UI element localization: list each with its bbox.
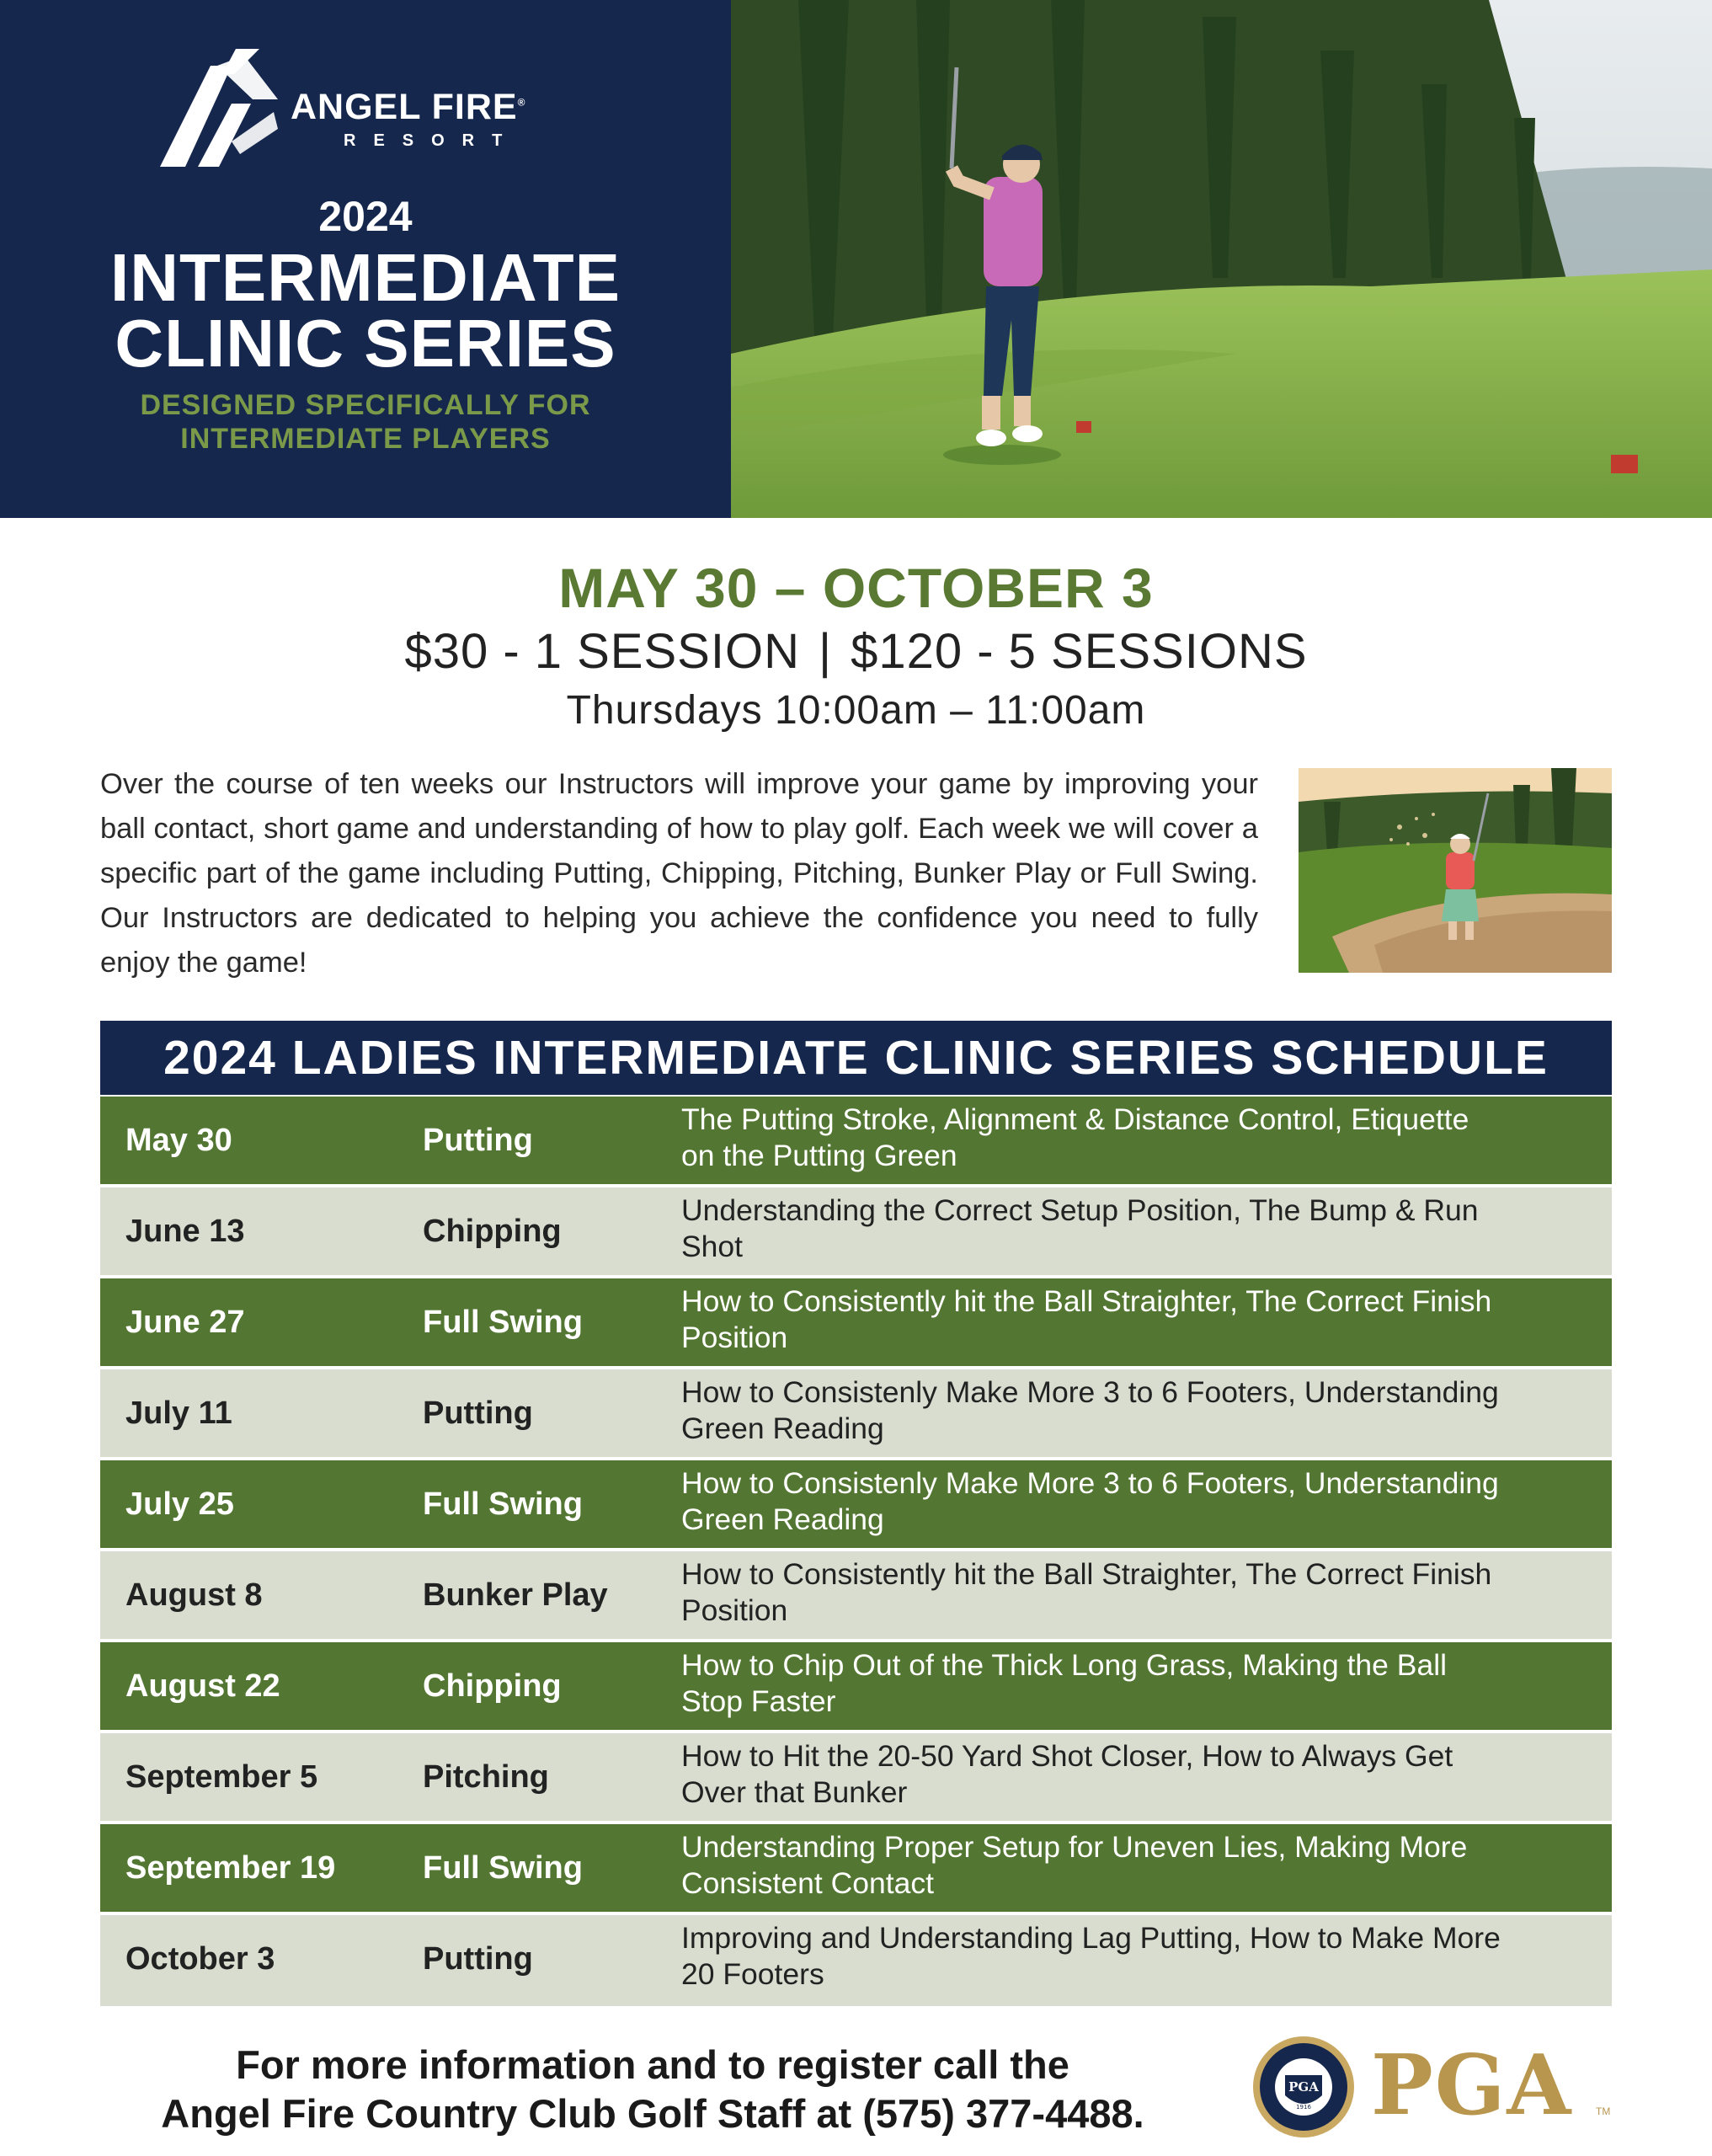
row-description: How to Consistently hit the Ball Straighter, The Correct Finish Position (681, 1557, 1492, 1627)
row-date: June 27 (125, 1305, 245, 1340)
angel-fire-logo-icon (152, 49, 286, 171)
session-times: Thursdays 10:00am – 11:00am (566, 688, 1146, 733)
event-dates: MAY 30 – OCTOBER 3 (558, 557, 1154, 619)
row-description: Understanding the Correct Setup Position, The Bump & Run Shot (681, 1193, 1479, 1263)
contact-line-2: Angel Fire Country Club Golf Staff at (575) 377-4488. (161, 2091, 1144, 2136)
resort-logo (152, 49, 589, 171)
svg-text:1916: 1916 (1296, 2104, 1311, 2111)
table-row (100, 1642, 1612, 1733)
hero-banner (0, 0, 1712, 518)
table-row (100, 1551, 1612, 1642)
schedule-table (100, 1097, 1612, 2006)
row-topic: Full Swing (423, 1486, 583, 1522)
row-description: How to Consistenly Make More 3 to 6 Footers, Understanding Green Reading (681, 1466, 1499, 1536)
row-date: September 5 (125, 1759, 318, 1795)
row-date: August 8 (125, 1577, 263, 1613)
price-single-session: $30 - 1 SESSION (404, 624, 800, 679)
table-row (100, 1733, 1612, 1824)
row-topic: Full Swing (423, 1850, 583, 1886)
row-description: Understanding Proper Setup for Uneven Lies, Making More Consistent Contact (681, 1830, 1468, 1900)
row-date: May 30 (125, 1123, 232, 1158)
row-description: The Putting Stroke, Alignment & Distance Control, Etiquette on the Putting Green (681, 1102, 1469, 1172)
hero-tagline-line-2: INTERMEDIATE PLAYERS (180, 423, 551, 455)
table-row (100, 1915, 1612, 2006)
golf-course-illustration (731, 0, 1712, 518)
pricing (0, 623, 1712, 680)
row-description: How to Chip Out of the Thick Long Grass, Making the Ball Stop Faster (681, 1648, 1447, 1718)
row-date: June 13 (125, 1214, 245, 1249)
row-description: How to Consistently hit the Ball Straighter, The Correct Finish Position (681, 1284, 1492, 1354)
pga-wordmark: PGA (1371, 2037, 1573, 2134)
row-date: July 11 (125, 1396, 232, 1431)
hero-tagline-line-1: DESIGNED SPECIFICALLY FOR (140, 389, 591, 421)
table-row (100, 1824, 1612, 1915)
schedule-title: 2024 LADIES INTERMEDIATE CLINIC SERIES SCHEDULE (100, 1021, 1612, 1095)
hero-title-line-1: INTERMEDIATE (109, 240, 621, 315)
svg-text:PGA: PGA (1288, 2079, 1319, 2095)
row-topic: Putting (423, 1123, 533, 1158)
row-topic: Chipping (423, 1668, 562, 1704)
row-description: How to Hit the 20-50 Yard Shot Closer, How to Always Get Over that Bunker (681, 1739, 1453, 1809)
pga-trademark: TM (1596, 2105, 1611, 2117)
row-topic: Bunker Play (423, 1577, 608, 1613)
hero-title-panel (0, 0, 731, 518)
hero-title-line-2: CLINIC SERIES (115, 306, 616, 381)
price-separator: | (818, 624, 833, 679)
row-date: October 3 (125, 1941, 275, 1977)
bunker-shot-photo (1299, 768, 1612, 973)
row-topic: Pitching (423, 1759, 549, 1795)
row-topic: Putting (423, 1941, 533, 1977)
bunker-shot-illustration (1299, 768, 1612, 973)
table-row (100, 1097, 1612, 1187)
table-row (100, 1187, 1612, 1278)
pga-seal-icon (1251, 2035, 1356, 2139)
hero-year: 2024 (318, 193, 413, 240)
row-date: August 22 (125, 1668, 280, 1704)
price-five-sessions: $120 - 5 SESSIONS (851, 624, 1308, 679)
row-description: How to Consistenly Make More 3 to 6 Footers, Understanding Green Reading (681, 1375, 1499, 1445)
logo-subtitle: RESORT (344, 131, 520, 150)
row-date: July 25 (125, 1486, 234, 1522)
row-topic: Full Swing (423, 1305, 583, 1340)
logo-wordmark: ANGEL FIRE® (291, 87, 526, 127)
row-date: September 19 (125, 1850, 336, 1886)
table-row (100, 1369, 1612, 1460)
table-row (100, 1278, 1612, 1369)
contact-line-1: For more information and to register call the (236, 2042, 1069, 2087)
intro-paragraph: Over the course of ten weeks our Instructors will improve your game by improving your ball contact, short game and understanding of how to play golf. Each week we will cover a specific part of the game including Putting, Chipping, Pitching, Bunker Play or Full Swing. Our Instructors are dedicated to helping you achieve the confidence you need to fully enjoy the game! (100, 768, 1258, 979)
table-row (100, 1460, 1612, 1551)
golfer-swing-photo (731, 0, 1712, 518)
row-description: Improving and Understanding Lag Putting, How to Make More 20 Footers (681, 1921, 1501, 1991)
row-topic: Putting (423, 1396, 533, 1431)
row-topic: Chipping (423, 1214, 562, 1249)
